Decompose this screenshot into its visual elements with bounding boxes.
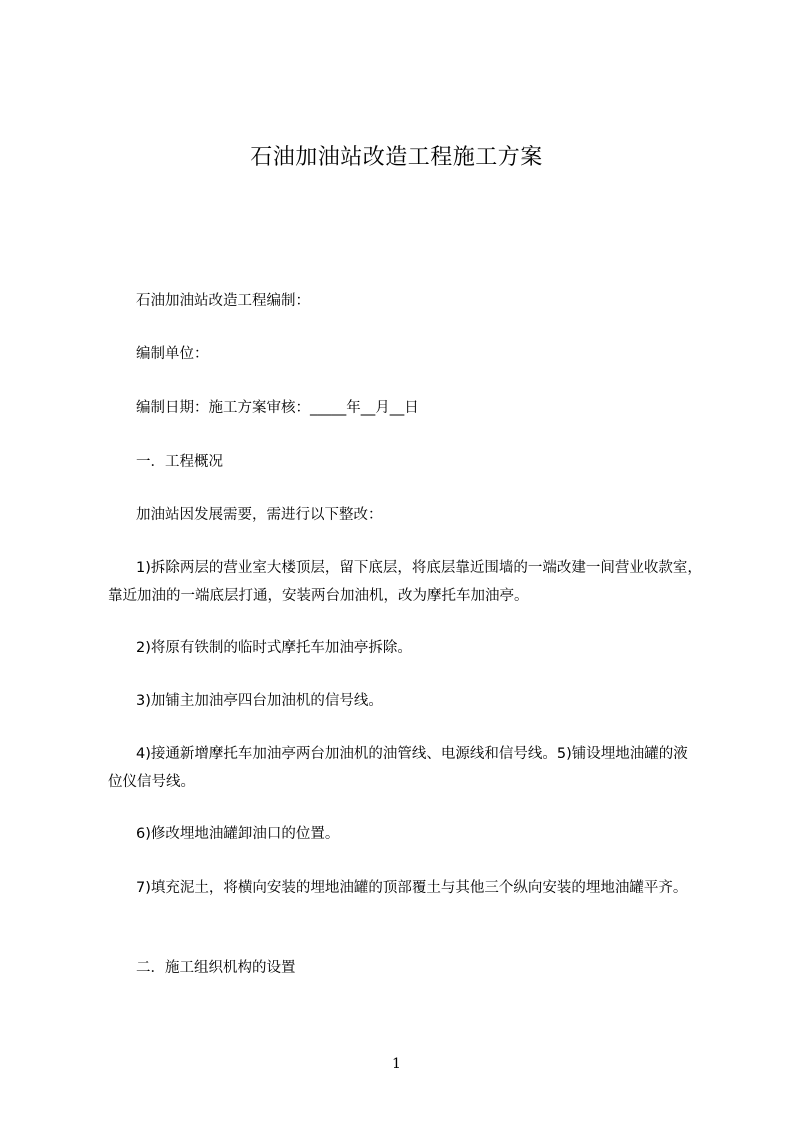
- list-item-3: 3)加铺主加油亭四台加油机的信号线。: [136, 693, 383, 709]
- compile-date-line: 编制日期：施工方案审核：_____年__月__日: [136, 400, 419, 416]
- list-item-1: 1)拆除两层的营业室大楼顶层，留下底层，将底层靠近围墙的一端改建一间营业收款室，靠近加油的一端底层打通，安装两台加油机，改为摩托车加油亭。: [108, 560, 702, 604]
- compiling-unit-line: 编制单位：: [136, 346, 209, 362]
- list-item-7: 7)填充泥土，将横向安装的埋地油罐的顶部覆土与其他三个纵向安装的埋地油罐平齐。: [136, 880, 688, 896]
- compiler-line: 石油加油站改造工程编制：: [136, 293, 310, 309]
- list-item-2: 2)将原有铁制的临时式摩托车加油亭拆除。: [136, 640, 412, 656]
- document-title: 石油加油站改造工程施工方案: [250, 145, 543, 170]
- list-item-4-5: 4)接通新增摩托车加油亭两台加油机的油管线、电源线和信号线。5)铺设埋地油罐的液位仪信号线。: [108, 746, 688, 790]
- overview-intro: 加油站因发展需要，需进行以下整改：: [136, 507, 383, 523]
- list-item-6: 6)修改埋地油罐卸油口的位置。: [136, 826, 340, 842]
- section-heading-overview: 一．工程概况: [136, 454, 223, 470]
- page-number: 1: [392, 1056, 401, 1072]
- section-heading-organization: 二．施工组织机构的设置: [136, 960, 296, 976]
